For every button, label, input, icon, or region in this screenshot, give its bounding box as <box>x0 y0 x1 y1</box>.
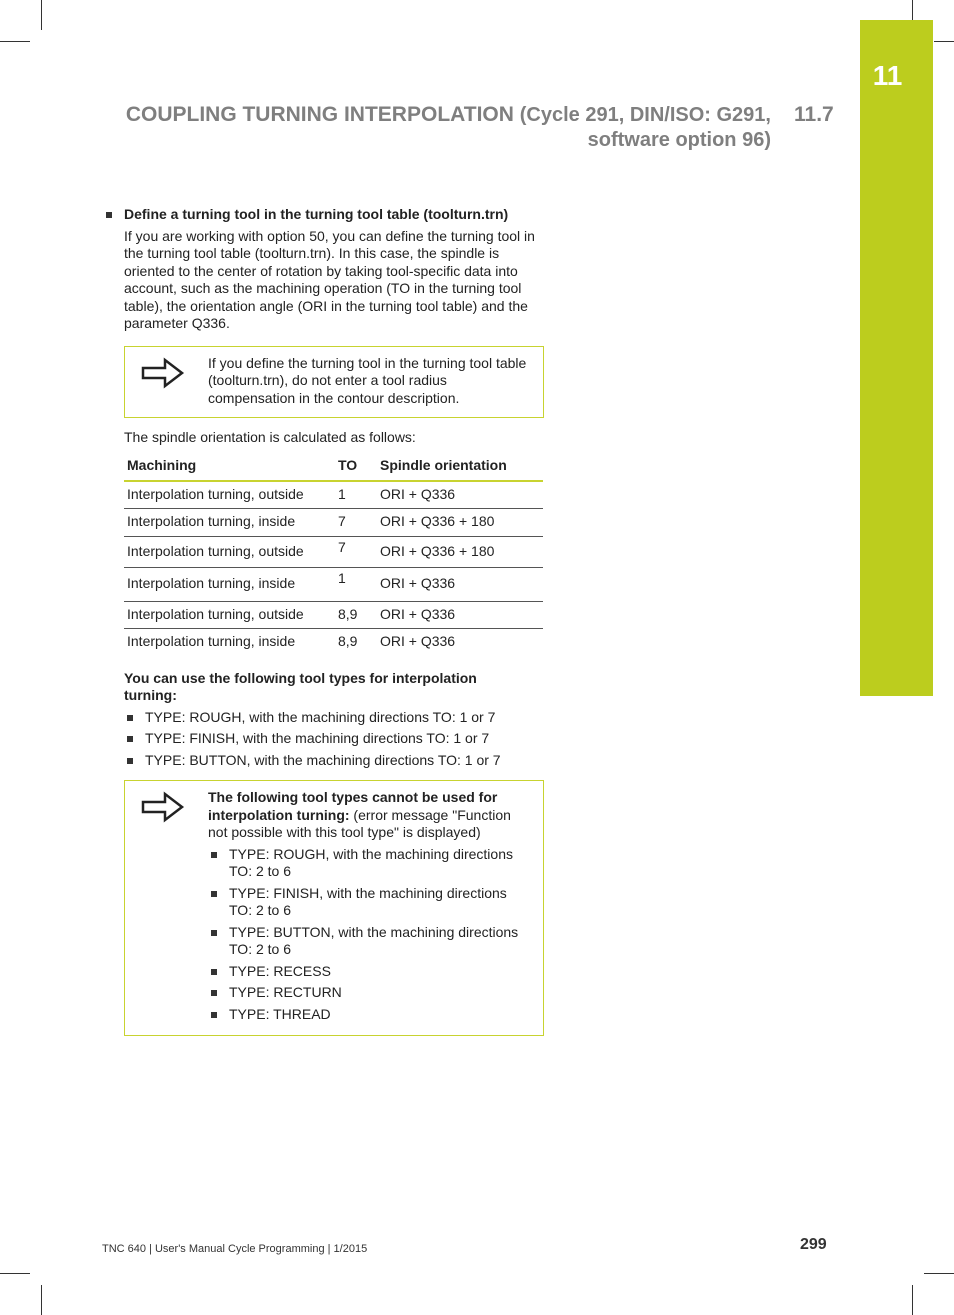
list-item-text: TYPE: RECESS <box>229 962 331 979</box>
tool-types-heading: You can use the following tool types for interpolation turning: <box>124 669 477 703</box>
list-item <box>208 885 533 920</box>
bullet-square-icon <box>127 736 133 742</box>
note-box <box>124 780 544 1036</box>
note-paragraph <box>208 789 533 842</box>
list-item-text: TYPE: FINISH, with the machining directions TO: 1 or 7 <box>145 730 490 746</box>
table-row <box>124 629 543 656</box>
header-title-line2: software option 96) <box>587 129 771 151</box>
table-cell: 8,9 <box>338 633 358 649</box>
table-cell: Interpolation turning, inside <box>127 633 296 649</box>
list-item-text: TYPE: THREAD <box>229 1005 331 1022</box>
bullet-square-icon <box>211 1012 217 1018</box>
table-row <box>124 481 543 509</box>
table-header-machining: Machining <box>124 453 335 481</box>
bullet-square-icon <box>127 758 133 764</box>
list-item-text: TYPE: BUTTON, with the machining directions TO: 2 to 6 <box>229 923 519 957</box>
list-item-text: TYPE: FINISH, with the machining directions TO: 2 to 6 <box>229 884 507 918</box>
table-cell: ORI + Q336 <box>380 633 456 649</box>
crop-mark <box>0 1273 30 1274</box>
table-cell: 8,9 <box>335 601 377 629</box>
crop-mark <box>912 1285 913 1315</box>
table-cell: 7 <box>335 509 377 537</box>
orientation-table <box>124 453 543 656</box>
table-cell: ORI + Q336 <box>377 601 543 629</box>
list-item-text: TYPE: ROUGH, with the machining directions TO: 1 or 7 <box>145 708 496 725</box>
section-number: 11.7 <box>794 103 834 126</box>
footer-text: TNC 640 | User's Manual Cycle Programming | 1/2015 <box>102 1243 368 1255</box>
crop-mark <box>0 41 30 42</box>
table-cell: Interpolation turning, inside <box>124 568 335 602</box>
table-row <box>124 536 543 568</box>
table-cell: 1 <box>335 481 377 509</box>
table-header-to: TO <box>335 453 377 481</box>
crop-mark <box>41 0 42 30</box>
crop-mark <box>934 41 954 42</box>
bullet-square-icon <box>127 715 133 721</box>
list-item <box>208 984 533 1002</box>
list-item <box>208 846 533 881</box>
table-row <box>124 568 543 602</box>
list-item <box>124 709 544 727</box>
table-header-spindle-orientation: Spindle orientation <box>377 453 543 481</box>
chapter-number: 11 <box>872 60 903 91</box>
note-rest-text: (error message "Function not possible with this tool type" is displayed) <box>208 806 511 840</box>
table-cell: ORI + Q336 + 180 <box>377 536 543 568</box>
list-item <box>208 924 533 959</box>
intro-lead-text: Define a turning tool in the turning tool table (toolturn.trn) <box>124 206 509 222</box>
excluded-tool-types-list <box>208 846 533 1024</box>
list-item-text: TYPE: RECTURN <box>229 984 342 1000</box>
list-item-text: TYPE: ROUGH, with the machining directions TO: 2 to 6 <box>229 845 513 879</box>
table-cell: 7 <box>335 536 377 568</box>
table-row <box>124 509 543 537</box>
list-item <box>208 963 533 981</box>
note-bold-text: The following tool types cannot be used for interpolation turning: <box>208 789 498 823</box>
table-cell: ORI + Q336 + 180 <box>377 509 543 537</box>
arrow-right-icon <box>141 357 185 389</box>
table-cell: Interpolation turning, outside <box>124 601 335 629</box>
tool-types-list <box>124 709 544 770</box>
note-content <box>208 781 543 1035</box>
table-cell: Interpolation turning, outside <box>124 536 335 568</box>
note-text: If you define the turning tool in the turning tool table (toolturn.trn), do not enter a tool radius compensation in the contour description. <box>208 354 527 406</box>
arrow-right-icon <box>141 791 185 823</box>
list-item <box>124 730 544 748</box>
crop-mark <box>912 0 913 20</box>
crop-mark <box>41 1285 42 1315</box>
note-box <box>124 346 544 418</box>
orientation-intro: The spindle orientation is calculated as follows: <box>124 428 416 445</box>
intro-paragraph: If you are working with option 50, you can define the turning tool in the turning tool table (toolturn.trn). In this case, the spindle is oriented to the center of rotation by taking tool-specific data into account, such as the machining operation (TO in the turning tool table), the orientation angle (ORI in the turning tool table) and the parameter Q336. <box>124 227 535 331</box>
page-number: 299 <box>800 1236 827 1253</box>
table-cell: ORI + Q336 <box>377 481 543 509</box>
list-item <box>124 752 544 770</box>
bullet-square-icon <box>211 891 217 897</box>
bullet-square-icon <box>211 969 217 975</box>
table-cell: 1 <box>335 568 377 602</box>
bullet-square-icon <box>106 212 112 218</box>
intro-lead <box>124 206 544 224</box>
crop-mark <box>924 1273 954 1274</box>
chapter-tab <box>860 20 933 696</box>
bullet-square-icon <box>211 930 217 936</box>
table-cell: Interpolation turning, outside <box>124 481 335 509</box>
bullet-square-icon <box>211 852 217 858</box>
header-title-line1: (Cycle 291, DIN/ISO: G291, <box>519 104 771 126</box>
list-item <box>208 1006 533 1024</box>
header-title-main: COUPLING TURNING INTERPOLATION <box>125 103 514 126</box>
page-header-title <box>126 102 771 153</box>
bullet-square-icon <box>211 990 217 996</box>
table-cell: Interpolation turning, inside <box>124 509 335 537</box>
table-row <box>124 601 543 629</box>
list-item-text: TYPE: BUTTON, with the machining directions TO: 1 or 7 <box>145 751 501 768</box>
main-content <box>124 206 544 1036</box>
table-cell: ORI + Q336 <box>377 568 543 602</box>
